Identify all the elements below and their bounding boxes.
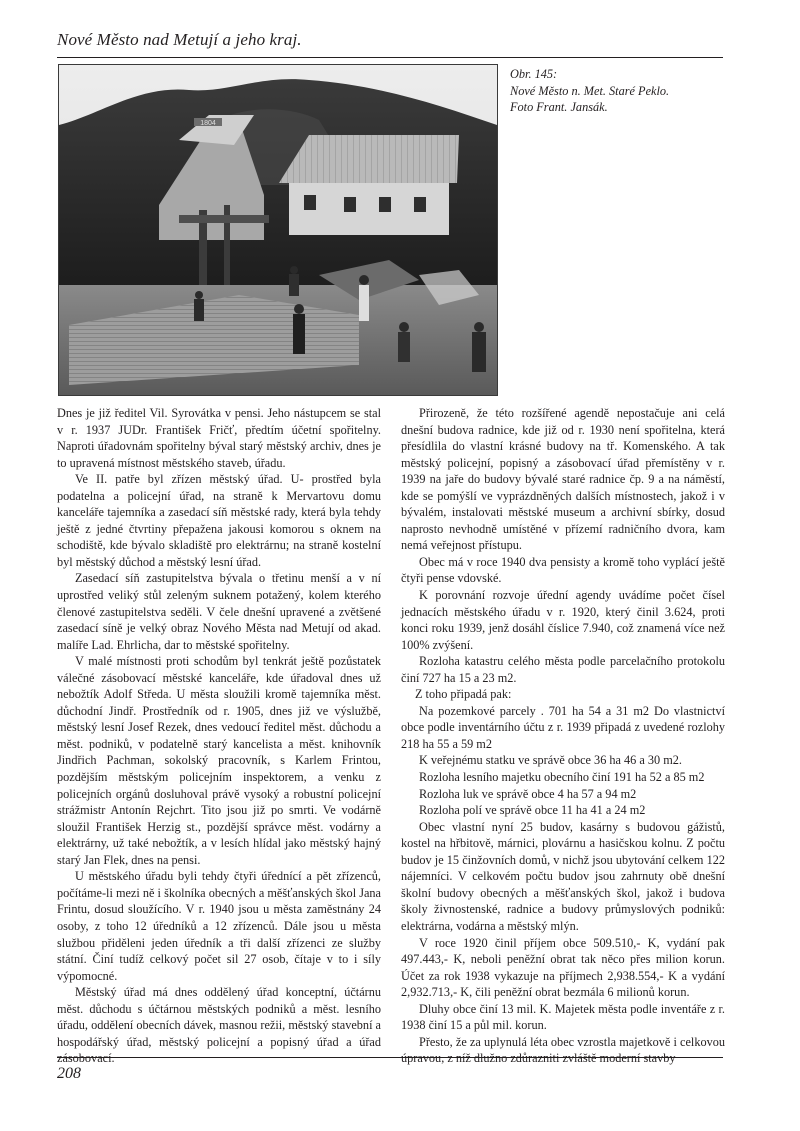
figure-caption	[510, 66, 725, 116]
page-number: 208	[57, 1065, 81, 1082]
paragraph: Přirozeně, že této rozšířené agendě nepostačuje ani celá dnešní budova radnice, kde již od r. 1930 není spořitelna, která přesídlila do vlastní krásné budovy na tř. Komenského. A tak městský policejní, popisný a zásobovací úřad přemístěny v r. 1939 na jaře do budovy bývalé staré radnice čp. 9 a na náměstí, kde se pomýšlí ve vyprázdněných dalších místnostech, jakož i v bývalém, instalovati městské museum a archivní sbírky, dosud naprosto nevhodně umístěné v přízemí radničního dvora, kam nemá veřejnost přístupu.	[401, 406, 725, 553]
paragraph: Ve II. patře byl zřízen městský úřad. U- prostřed byla podatelna a policejní úřad, na straně k Mervartovu domu kanceláře tajemníka a zasedací síň městské rady, která byla tehdy ještě z jedné čtvrtiny přepažena jakousi komorou s oknem na schodiště, kde bývalo skladiště pro elektrárnu; na straně kostelní byl městský důchod a městský lesní úřad.	[57, 472, 381, 569]
right-text-column	[401, 405, 725, 1067]
running-header: Nové Město nad Metují a jeho kraj.	[57, 30, 302, 49]
paragraph: Z toho připadá pak:	[415, 687, 512, 702]
paragraph: Dnes je již ředitel Vil. Syrovátka v pensi. Jeho nástupcem se stal v r. 1937 JUDr. František Fričť, předtím účetní spořitelny. Naproti úřadovnám spořitelny býval starý městský archiv, dnes je to upravená místnost městského staveb, úřadu.	[57, 406, 381, 470]
paragraph: Rozloha katastru celého města podle parcelačního protokolu činí 727 ha 15 a 23 m2.	[401, 654, 725, 685]
historic-photograph	[58, 64, 498, 396]
paragraph: V malé místnosti proti schodům byl tenkrát ještě pozůstatek válečné zásobovací městské kanceláře, kde úřadoval dnes už nebožtík Adolf Středa. U města sloužili kromě tajemníka měst. důchodní Jindř. Prostředník od r. 1905, dnes již ve výslužbě, městský lesní Josef Rezek, dnes vedoucí ředitel měst. důchodu a měst. podniků, v podatelně starý kancelista a měst. knihovník Jindřich Pachman, sokolský pracovník, s Karlem Frintou, pozdějším městským policejním inspektorem, a venku z policejních orgánů dosluhoval právě vysoký a robustní policejní strážmistr Antonín Rejchrt. Tito jsou již po smrti. Ve vodárně sloužil František Herzig st., pozdější správce měst. vodárny a elektrárny, už také nebožtík, a v lesích hlídal jako městský hajný starý Jan Flek, dnes na pensi.	[57, 654, 381, 867]
paragraph: K porovnání rozvoje úřední agendy uvádíme počet čísel jednacích městského úřadu v r. 1920, který činil 3.624, proti konci roku 1939, jenž dosáhl číslice 7.940, což znamená více než 100% zvýšení.	[401, 588, 725, 652]
paragraph: Zasedací síň zastupitelstva bývala o třetinu menší a v ní uprostřed veliký stůl zeleným suknem potažený, kolem kterého členové zastupitelstva seděli. V čele dnešní upravené a zvětšené zasedací síně je velký obraz Nového Města nad Metují od akad. malíře Lad. Ehrlicha, dar to městské spořitelny.	[57, 571, 381, 652]
paragraph: Na pozemkové parcely . 701 ha 54 a 31 m2 Do vlastnictví obce podle inventárního účtu z r. 1939 připadá z uvedené rozlohy 218 ha 55 a 59 m2	[401, 703, 725, 751]
paragraph: Městský úřad má dnes oddělený úřad konceptní, účtárnu měst. důchodu s účtárnou městských podniků a měst. lesního úřadu, oddělení obecních dávek, masnou režii, městský stavební a hospodářský úřad, městský policejní a popisný úřad a úřad zásobovací.	[57, 985, 381, 1066]
cottage-roof	[279, 135, 459, 183]
land-area-line: K veřejnému statku ve správě obce 36 ha 46 a 30 m2.	[419, 753, 682, 768]
paragraph: Přesto, že za uplynulá léta obec vzrostla majetkově i celkovou úpravou, z níž dlužno zdůrazniti zvláště moderní stavby	[401, 1034, 725, 1066]
paragraph: V roce 1920 činil příjem obce 509.510,- K, vydání pak 497.443,- K, neboli peněžní obrat tak něco přes milion korun. Účet za rok 1938 vykazuje na příjmech 2,938.554,- K a vydání 2,932.713,- K, čili peněžní obrat bezmála 6 milionů korun.	[401, 935, 725, 1000]
paragraph: Obec vlastní nyní 25 budov, kasárny s budovou gážistů, kostel na hřbitově, márnici, plovárnu a hasičskou kolnu. Z počtu budov je 15 činžovních domů, v nichž jsou ubytování celkem 122 nájemníci. V celkovém počtu budov jsou zahrnuty obě dnešní školní budovy obecných a měšťanských škol, jakož i budova školy živnostenské, radnice a budovy průmyslových podniků: elektrárna, vodárna a městský mlýn.	[401, 819, 725, 933]
land-area-line: Rozloha lesního majetku obecního činí 191 ha 52 a 85 m2	[419, 770, 705, 785]
footer-divider	[57, 1057, 723, 1058]
paragraph: U městského úřadu byli tehdy čtyři úřednící a pět zřízenců, počítáme-li mezi ně i školníka obecných a měšťanských škol Jana Frintu, dosud sloužícího. V r. 1940 jsou u města zaměstnány 24 osoby, z toho 12 úředníků a 12 zřízenců. Dále jsou u města službou přiděleni jeden úředník a tři další zřízenci ze služby státní. Činí tudíž celkový počet sil 27 osob, čítaje v to i síly výpomocné.	[57, 869, 381, 983]
mill-sign-text: 1804	[200, 120, 216, 127]
paragraph: Dluhy obce činí 13 mil. K. Majetek města podle inventáře z r. 1938 činí 15 a půl mil. korun.	[401, 1001, 725, 1033]
header-divider	[57, 57, 723, 58]
land-area-line: Rozloha polí ve správě obce 11 ha 41 a 24 m2	[419, 803, 646, 818]
paragraph: Obec má v roce 1940 dva pensisty a kromě toho vyplácí ještě čtyři pense vdovské.	[401, 554, 725, 586]
photo-illustration	[59, 65, 497, 395]
left-text-column	[57, 405, 381, 1067]
caption-title: Nové Město n. Met. Staré Peklo.	[510, 83, 670, 98]
caption-figure-number: Obr. 145:	[510, 67, 558, 81]
land-area-line: Rozloha luk ve správě obce 4 ha 57 a 94 m2	[419, 786, 637, 801]
caption-credit: Foto Frant. Jansák.	[510, 100, 608, 115]
